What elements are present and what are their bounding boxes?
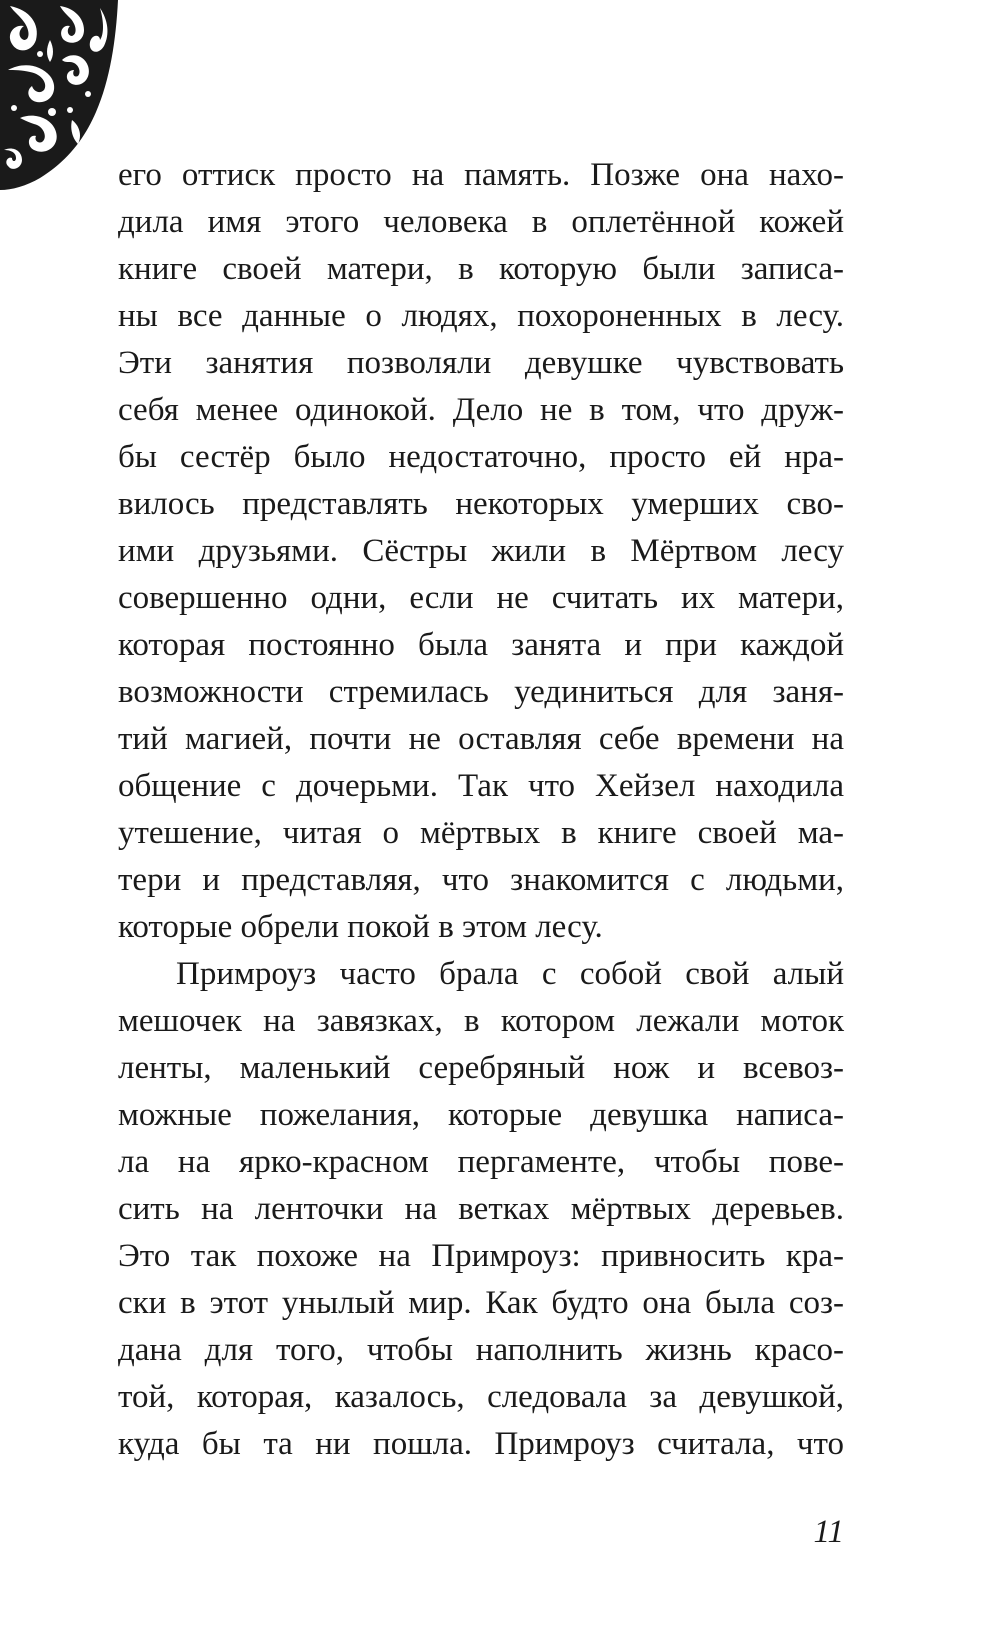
text-line: совершенно одни, если не считать их матери, <box>118 580 844 616</box>
text-line: себя менее одинокой. Дело не в том, что друж- <box>118 392 844 428</box>
text-line: ны все данные о людях, похороненных в лесу. <box>118 298 844 334</box>
text-line: бы сестёр было недостаточно, просто ей нра- <box>118 439 844 475</box>
text-line: ленты, маленький серебряный нож и всевоз- <box>118 1050 844 1086</box>
text-line: дила имя этого человека в оплетённой кожей <box>118 204 844 240</box>
corner-ornament-icon <box>0 0 120 190</box>
text-line: книге своей матери, в которую были записа- <box>118 251 844 287</box>
text-line: ски в этот унылый мир. Как будто она была соз- <box>118 1285 844 1321</box>
text-line: ими друзьями. Сёстры жили в Мёртвом лесу <box>118 533 844 569</box>
body-text <box>118 152 844 1468</box>
text-line: ла на ярко-красном пергаменте, чтобы пове- <box>118 1144 844 1180</box>
text-line: вилось представлять некоторых умерших сво- <box>118 486 844 522</box>
text-line: куда бы та ни пошла. Примроуз считала, что <box>118 1426 844 1462</box>
text-line: тери и представляя, что знакомится с людьми, <box>118 862 844 898</box>
text-line: сить на ленточки на ветках мёртвых деревьев. <box>118 1191 844 1227</box>
paragraph-start-line: Примроуз часто брала с собой свой алый <box>176 956 844 992</box>
text-line: Эти занятия позволяли девушке чувствовать <box>118 345 844 381</box>
text-line: возможности стремилась уединиться для заня- <box>118 674 844 710</box>
text-line: его оттиск просто на память. Позже она нахо- <box>118 157 844 193</box>
text-line: можные пожелания, которые девушка написа- <box>118 1097 844 1133</box>
text-line: мешочек на завязках, в котором лежали моток <box>118 1003 844 1039</box>
text-line: Это так похоже на Примроуз: привносить кра- <box>118 1238 844 1274</box>
text-line: которая постоянно была занята и при каждой <box>118 627 844 663</box>
page-number: 11 <box>813 1514 844 1550</box>
paragraph-end-line: которые обрели покой в этом лесу. <box>118 909 603 945</box>
text-line: общение с дочерьми. Так что Хейзел находила <box>118 768 844 804</box>
text-line: той, которая, казалось, следовала за девушкой, <box>118 1379 844 1415</box>
text-line: дана для того, чтобы наполнить жизнь красо- <box>118 1332 844 1368</box>
text-line: утешение, читая о мёртвых в книге своей ма- <box>118 815 844 851</box>
text-line: тий магией, почти не оставляя себе времени на <box>118 721 844 757</box>
